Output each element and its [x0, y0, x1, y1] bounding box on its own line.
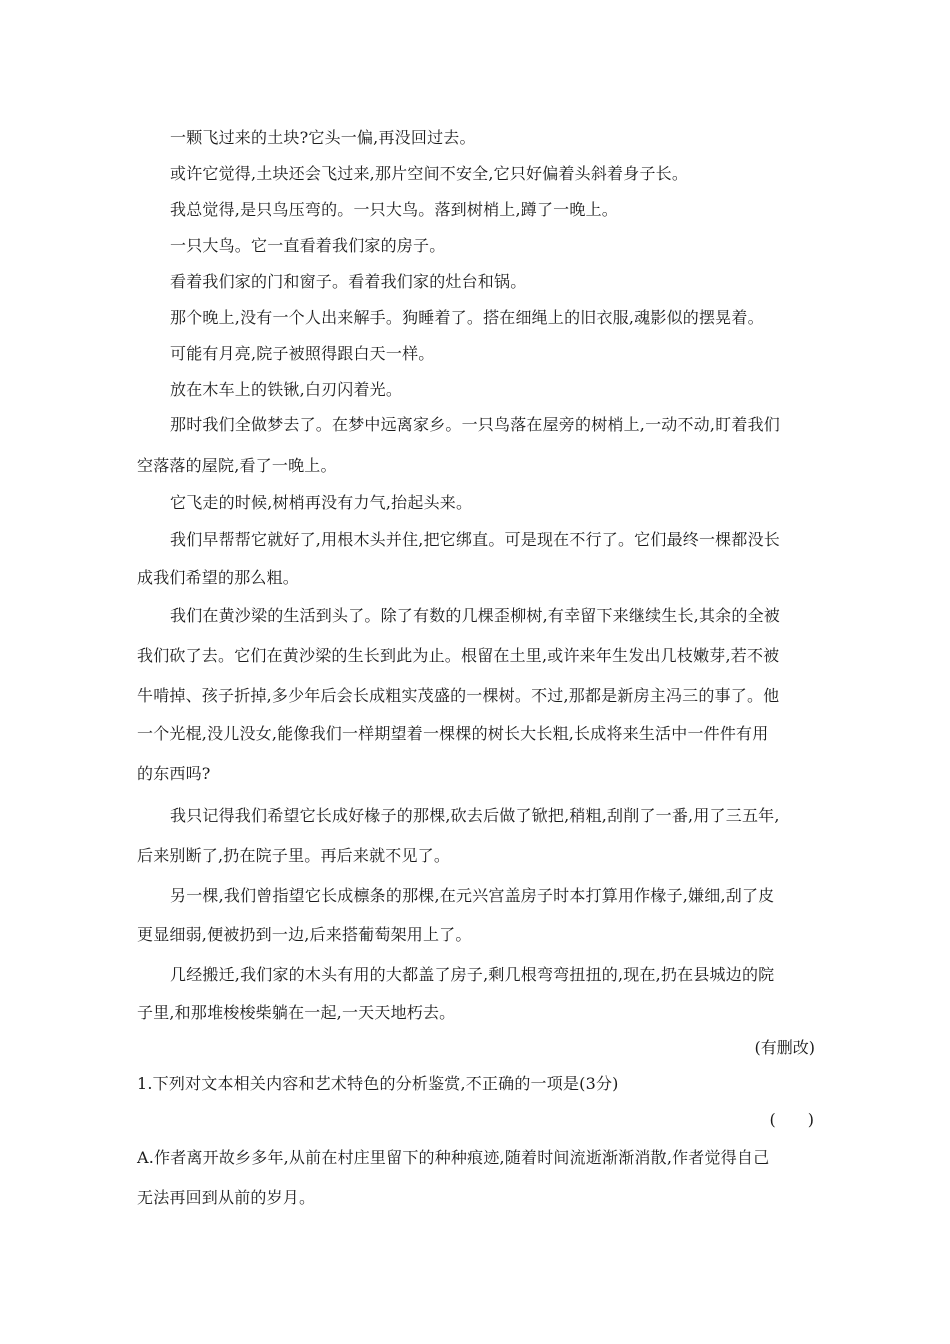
article-line: 子里,和那堆梭梭柴躺在一起,一天天地朽去。	[137, 1003, 456, 1022]
article-line: 空落落的屋院,看了一晚上。	[137, 456, 337, 475]
article-line: 另一棵,我们曾指望它长成檩条的那棵,在元兴宫盖房子时本打算用作椽子,嫌细,刮了皮	[170, 886, 775, 905]
question-stem: 1.下列对文本相关内容和艺术特色的分析鉴赏,不正确的一项是(3分)	[137, 1074, 619, 1093]
article-line: 我只记得我们希望它长成好椽子的那棵,砍去后做了锨把,稍粗,刮削了一番,用了三五年,	[170, 806, 780, 825]
option-a-continued: 无法再回到从前的岁月。	[137, 1188, 316, 1207]
article-line: 几经搬迁,我们家的木头有用的大都盖了房子,剩几根弯弯扭扭的,现在,扔在县城边的院	[170, 965, 775, 984]
option-a: A.作者离开故乡多年,从前在村庄里留下的种种痕迹,随着时间流逝渐渐消散,作者觉得自己	[137, 1148, 770, 1167]
article-line: 我们早帮帮它就好了,用根木头并住,把它绑直。可是现在不行了。它们最终一棵都没长	[170, 530, 780, 549]
answer-bracket: ( )	[769, 1110, 814, 1129]
article-line: 我们砍了去。它们在黄沙梁的生长到此为止。根留在土里,或许来年生发出几枝嫩芽,若不被	[137, 646, 780, 665]
article-line: 后来别断了,扔在院子里。再后来就不见了。	[137, 846, 451, 865]
article-line: 我们在黄沙梁的生活到头了。除了有数的几棵歪柳树,有幸留下来继续生长,其余的全被	[170, 606, 780, 625]
article-line: 的东西吗?	[137, 764, 211, 783]
article-line: 成我们希望的那么粗。	[137, 568, 300, 587]
article-line: 我总觉得,是只鸟压弯的。一只大鸟。落到树梢上,蹲了一晚上。	[170, 200, 618, 219]
article-line: 放在木车上的铁锹,白刃闪着光。	[170, 380, 403, 399]
article-line: 可能有月亮,院子被照得跟白天一样。	[170, 344, 435, 363]
article-line: 更显细弱,便被扔到一边,后来搭葡萄架用上了。	[137, 925, 472, 944]
article-line: 那个晚上,没有一个人出来解手。狗睡着了。搭在细绳上的旧衣服,魂影似的摆晃着。	[170, 308, 764, 327]
article-line: 一只大鸟。它一直看着我们家的房子。	[170, 236, 446, 255]
article-line: 牛啃掉、孩子折掉,多少年后会长成粗实茂盛的一棵树。不过,那都是新房主冯三的事了。他	[137, 686, 780, 705]
article-line: 它飞走的时候,树梢再没有力气,抬起头来。	[170, 493, 473, 512]
article-line: 或许它觉得,土块还会飞过来,那片空间不安全,它只好偏着头斜着身子长。	[170, 164, 689, 183]
article-line: 一个光棍,没儿没女,能像我们一样期望着一棵棵的树长大长粗,长成将来生活中一件件有用	[137, 724, 769, 743]
source-note: (有删改)	[754, 1038, 815, 1057]
article-line: 那时我们全做梦去了。在梦中远离家乡。一只鸟落在屋旁的树梢上,一动不动,盯着我们	[170, 415, 780, 434]
article-line: 看着我们家的门和窗子。看着我们家的灶台和锅。	[170, 272, 527, 291]
article-line: 一颗飞过来的土块?它头一偏,再没回过去。	[170, 128, 476, 147]
